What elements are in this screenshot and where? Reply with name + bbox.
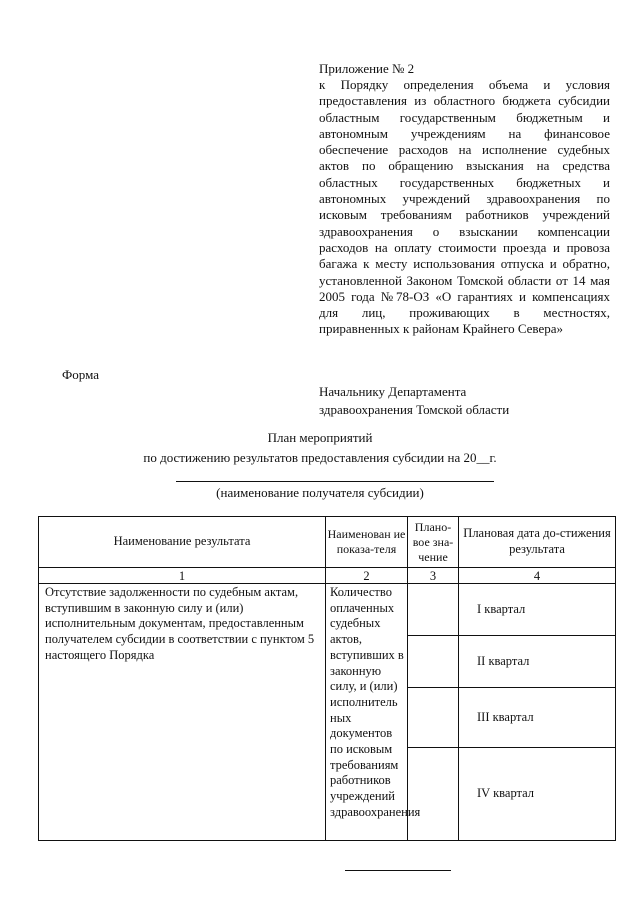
column-number: 1	[39, 568, 326, 584]
plan-title: План мероприятий	[267, 430, 373, 445]
column-number: 2	[326, 568, 408, 584]
planned-value-cell	[408, 636, 459, 688]
planned-value-cell	[408, 688, 459, 748]
plan-subtitle: по достижению результатов предоставления субсидии на 20__г.	[143, 450, 497, 465]
quarter-cell: III квартал	[459, 688, 616, 748]
header-planned-value: Плано-вое зна-чение	[408, 517, 459, 568]
header-result: Наименование результата	[39, 517, 326, 568]
column-number: 4	[459, 568, 616, 584]
addressee-line-2: здравоохранения Томской области	[319, 402, 510, 417]
addressee	[319, 383, 509, 419]
quarter-cell: IV квартал	[459, 748, 616, 841]
appendix-text: к Порядку определения объема и условия предоставления из областного бюджета субсидии областным государственным бюджетным и автономным учреждениям на финансовое обеспечение расходов на исполнение судебных актов по обращению взыскания на средства областных государственных бюджетных и автономных учреждений здравоохранения по исковым требованиям работников учреждений здравоохранения о взыскании компенсации расходов на оплату стоимости проезда и провоза багажа к месту использования отпуска и обратно, установленной Законом Томской области от 14 мая 2005 года №78-ОЗ «О гарантиях и компенсациях для лиц, проживающих в местностях, приравненных к районам Крайнего Севера»	[319, 77, 610, 337]
planned-value-cell	[408, 584, 459, 636]
quarter-cell: II квартал	[459, 636, 616, 688]
table-row	[39, 584, 616, 636]
recipient-caption: (наименование получателя субсидии)	[216, 485, 424, 500]
result-cell: Отсутствие задолженности по судебным актам, вступившим в законную силу и (или) исполнительным документам, предоставленным получателем субсидии в соответствии с пунктом 5 настоящего Порядка	[39, 584, 326, 841]
addressee-line-1: Начальнику Департамента	[319, 384, 467, 399]
header-indicator: Наименован ие показа-теля	[326, 517, 408, 568]
planned-value-cell	[408, 748, 459, 841]
table-header-row	[39, 517, 616, 568]
quarter-cell: I квартал	[459, 584, 616, 636]
plan-table	[38, 516, 616, 841]
column-number-row	[39, 568, 616, 584]
column-number: 3	[408, 568, 459, 584]
header-planned-date: Плановая дата до-стижения результата	[459, 517, 616, 568]
form-label: Форма	[62, 367, 99, 382]
recipient-name-line	[176, 481, 494, 482]
footer-divider	[345, 870, 451, 871]
indicator-cell: Количество оплаченных судебных актов, вступивших в законную силу, и (или) исполнитель ных документов по исковым требованиям работников учреждений здравоохранения	[326, 584, 408, 841]
appendix-title: Приложение № 2	[319, 61, 415, 76]
